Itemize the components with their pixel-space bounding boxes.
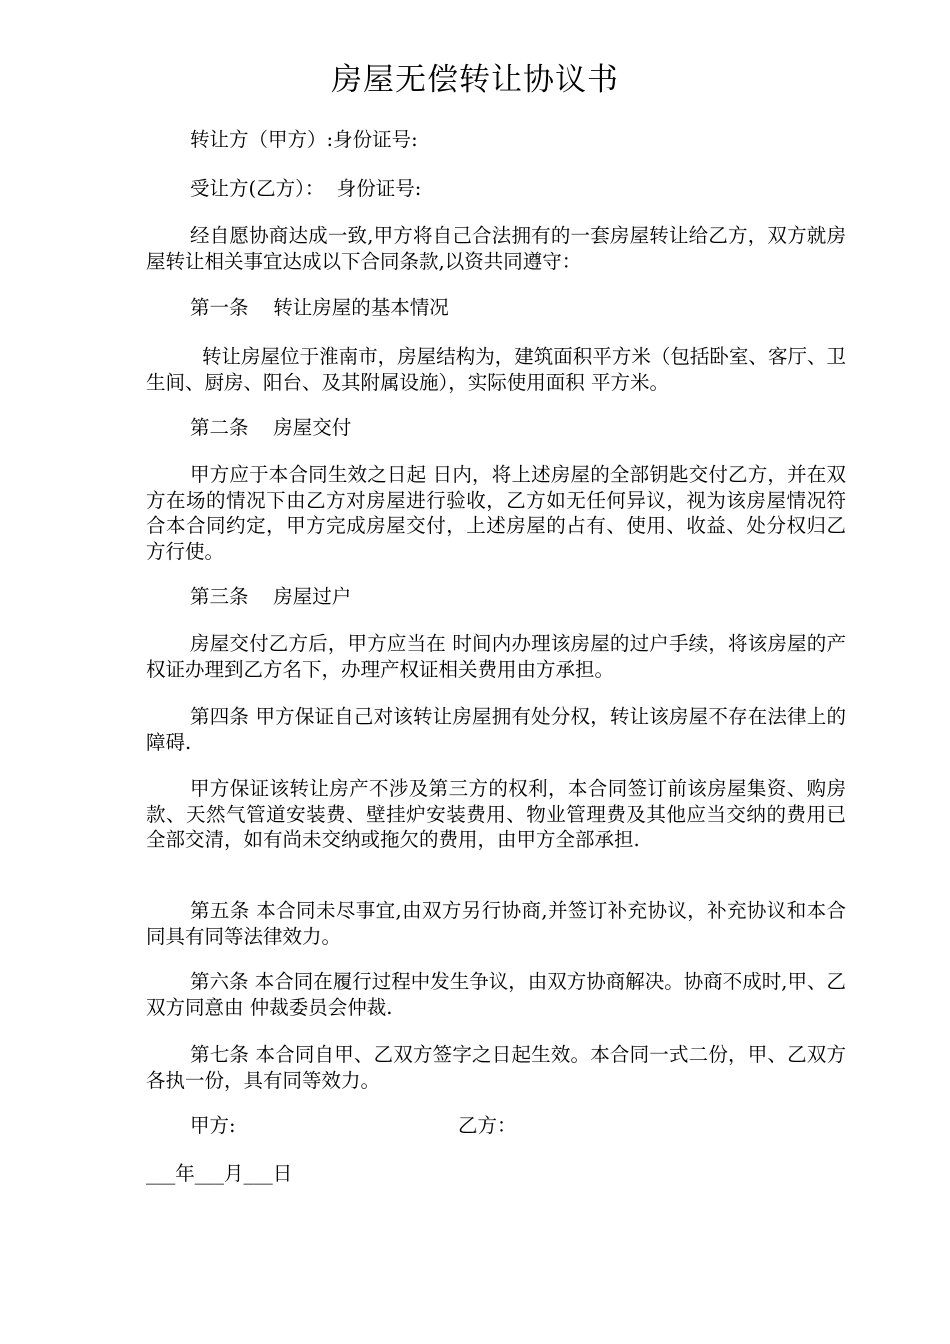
article2-heading: 第二条 房屋交付 xyxy=(190,416,352,439)
article1-heading: 第一条 转让房屋的基本情况 xyxy=(190,296,449,319)
article3-body: 房屋交付乙方后，甲方应当在 时间内办理该房屋的过户手续，将该房屋的产权证办理到乙方名下，办理产权证相关费用由方承担。 xyxy=(146,632,846,681)
article6-body: 第六条 本合同在履行过程中发生争议，由双方协商解决。协商不成时,甲、乙双方同意由 仲裁委员会仲裁. xyxy=(146,970,846,1019)
article7-body: 第七条 本合同自甲、乙双方签字之日起生效。本合同一式二份，甲、乙双方各执一份，具有同等效力。 xyxy=(146,1043,846,1092)
document-title: 房屋无偿转让协议书 xyxy=(331,62,619,98)
article3-heading: 第三条 房屋过户 xyxy=(190,585,352,608)
article4-body: 第四条 甲方保证自己对该转让房屋拥有处分权，转让该房屋不存在法律上的障碍. xyxy=(146,705,846,754)
article2-body: 甲方应于本合同生效之日起 日内，将上述房屋的全部钥匙交付乙方，并在双方在场的情况下由乙方对房屋进行验收，乙方如无任何异议，视为该房屋情况符合本合同约定，甲方完成房屋交付，上述房屋的占有、使用、收益、处分权归乙方行使。 xyxy=(146,463,846,563)
article5-body: 第五条 本合同未尽事宜,由双方另行协商,并签订补充协议，补充协议和本合同具有同等法律效力。 xyxy=(146,899,846,948)
date-line: ___年___月___日 xyxy=(146,1162,293,1185)
party-b-signature: 乙方： xyxy=(458,1114,517,1137)
transferee-line: 受让方(乙方）： 身份证号: xyxy=(190,177,422,200)
article1-body: 转让房屋位于淮南市，房屋结构为，建筑面积平方米（包括卧室、客厅、卫生间、厨房、阳台、及其附属设施），实际使用面积 平方米。 xyxy=(146,345,846,394)
party-a-signature: 甲方: xyxy=(190,1114,236,1137)
transferor-line: 转让方（甲方）:身份证号: xyxy=(190,128,418,151)
intro-paragraph: 经自愿协商达成一致,甲方将自己合法拥有的一套房屋转让给乙方，双方就房屋转让相关事宜达成以下合同条款,以资共同遵守： xyxy=(146,224,846,273)
article4-body-continued: 甲方保证该转让房产不涉及第三方的权利，本合同签订前该房屋集资、购房款、天然气管道安装费、壁挂炉安装费用、物业管理费及其他应当交纳的费用已全部交清，如有尚未交纳或拖欠的费用，由甲方全部承担. xyxy=(146,777,846,851)
